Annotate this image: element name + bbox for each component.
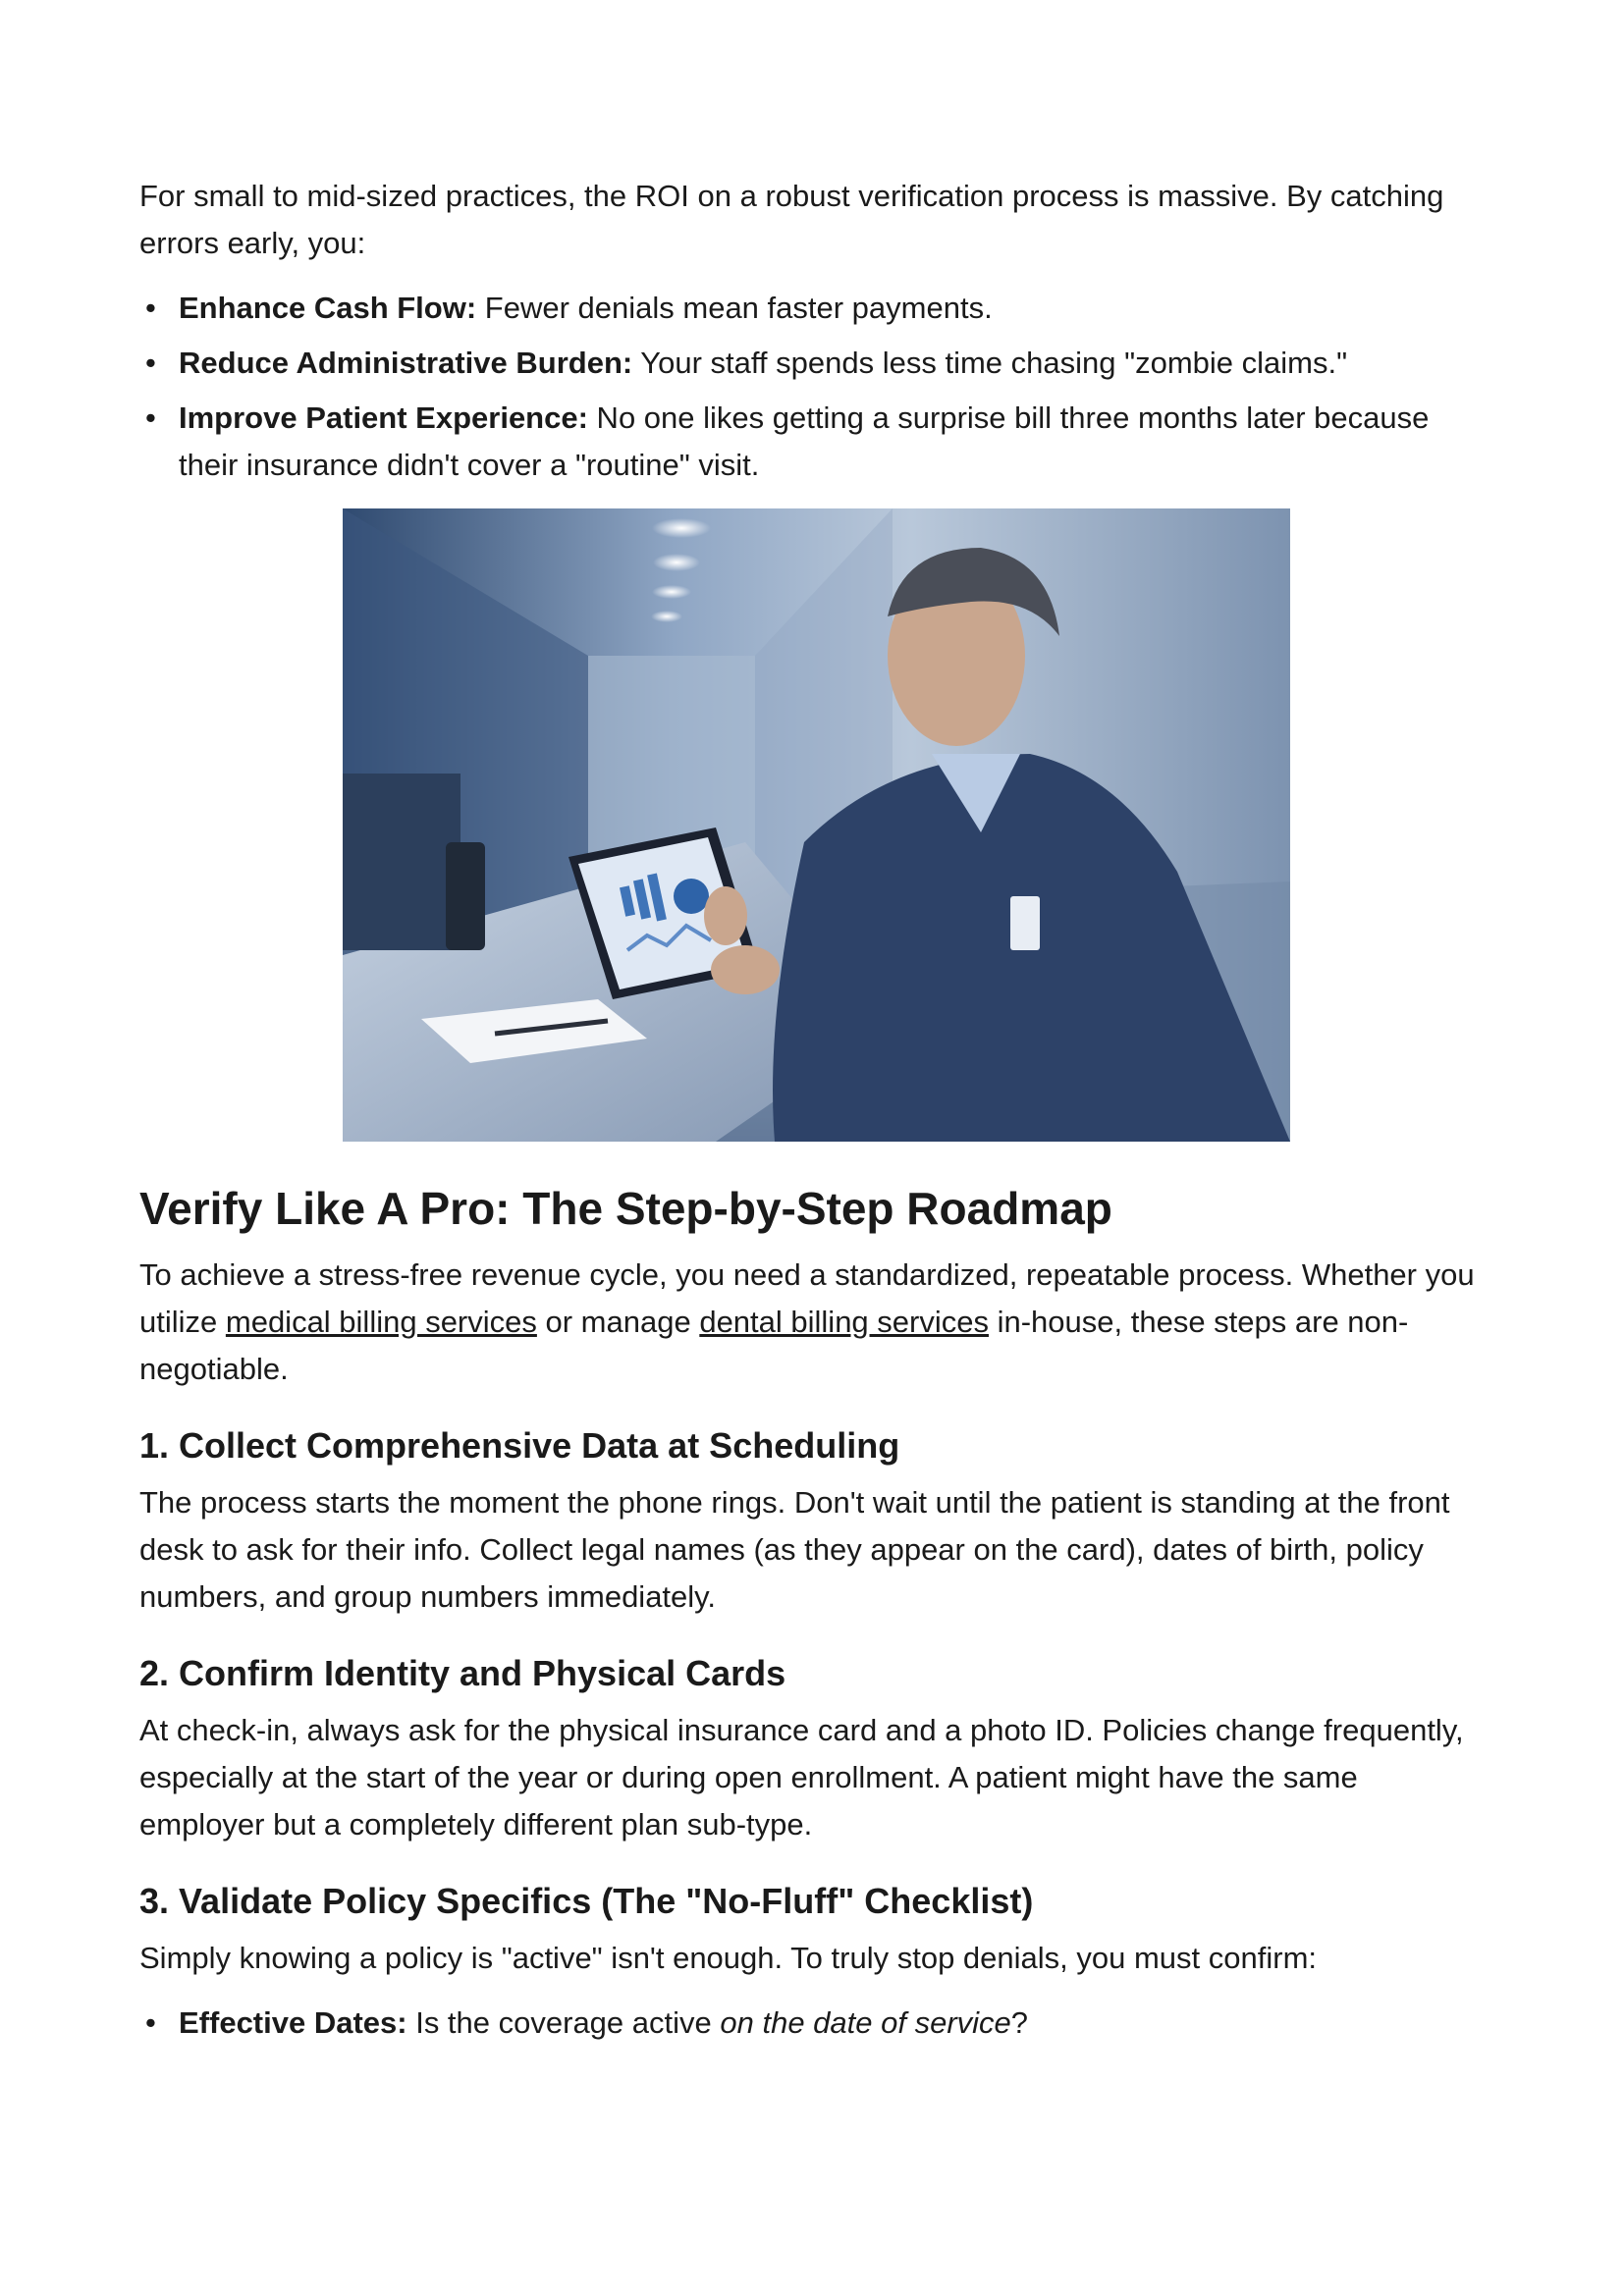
- list-item: [139, 2000, 1487, 2047]
- checklist-text: Is the coverage active: [406, 2005, 721, 2040]
- intro-paragraph: For small to mid-sized practices, the ROI on a robust verification process is massive. By catching errors early, you:: [139, 179, 1444, 260]
- hero-image: [343, 508, 1290, 1142]
- medical-billing-services-link[interactable]: medical billing services: [225, 1305, 537, 1339]
- step-heading: 1. Collect Comprehensive Data at Scheduling: [139, 1425, 900, 1466]
- section-intro-text: To achieve a stress-free revenue cycle, you need a standardized, repeatable process. Whether you utilize: [139, 1257, 1475, 1339]
- photo-man-with-tablet-at-front-desk: [343, 508, 1290, 1142]
- section-heading: Verify Like A Pro: The Step-by-Step Roadmap: [139, 1183, 1112, 1234]
- checklist-emphasis: on the date of service: [720, 2005, 1011, 2040]
- step-heading: 2. Confirm Identity and Physical Cards: [139, 1653, 786, 1693]
- section-intro-text: in-house, these steps are non-negotiable.: [139, 1305, 1409, 1386]
- benefit-text: Fewer denials mean faster payments.: [476, 291, 993, 325]
- checklist-text: ?: [1010, 2005, 1029, 2040]
- list-item: [139, 340, 1487, 387]
- step-body: At check-in, always ask for the physical insurance card and a photo ID. Policies change frequently, especially at the start of the year or during open enrollment. A patient might have the same employer but a completely different plan sub-type.: [139, 1713, 1464, 1842]
- section-intro-text: or manage: [536, 1305, 700, 1339]
- step-heading: 3. Validate Policy Specifics (The "No-Fluff" Checklist): [139, 1881, 1034, 1921]
- benefit-text: No one likes getting a surprise bill three months later because their insurance didn't cover a "routine" visit.: [179, 400, 1430, 482]
- benefit-label: Enhance Cash Flow:: [179, 291, 477, 325]
- benefit-label: Reduce Administrative Burden:: [179, 346, 633, 380]
- section-intro: [139, 1252, 1487, 1393]
- benefit-text: Your staff spends less time chasing "zombie claims.": [632, 346, 1348, 380]
- list-item: [139, 395, 1487, 489]
- checklist: [139, 2000, 1487, 2047]
- page-content: [139, 173, 1487, 2047]
- step-body: The process starts the moment the phone rings. Don't wait until the patient is standing at the front desk to ask for their info. Collect legal names (as they appear on the card), dates of birth, policy numbers, and group numbers immediately.: [139, 1485, 1450, 1614]
- list-item: [139, 285, 1487, 332]
- checklist-label: Effective Dates:: [179, 2005, 407, 2040]
- dental-billing-services-link[interactable]: dental billing services: [699, 1305, 989, 1339]
- benefits-list: [139, 285, 1487, 489]
- benefit-label: Improve Patient Experience:: [179, 400, 588, 435]
- step-body: Simply knowing a policy is "active" isn't enough. To truly stop denials, you must confirm:: [139, 1941, 1318, 1975]
